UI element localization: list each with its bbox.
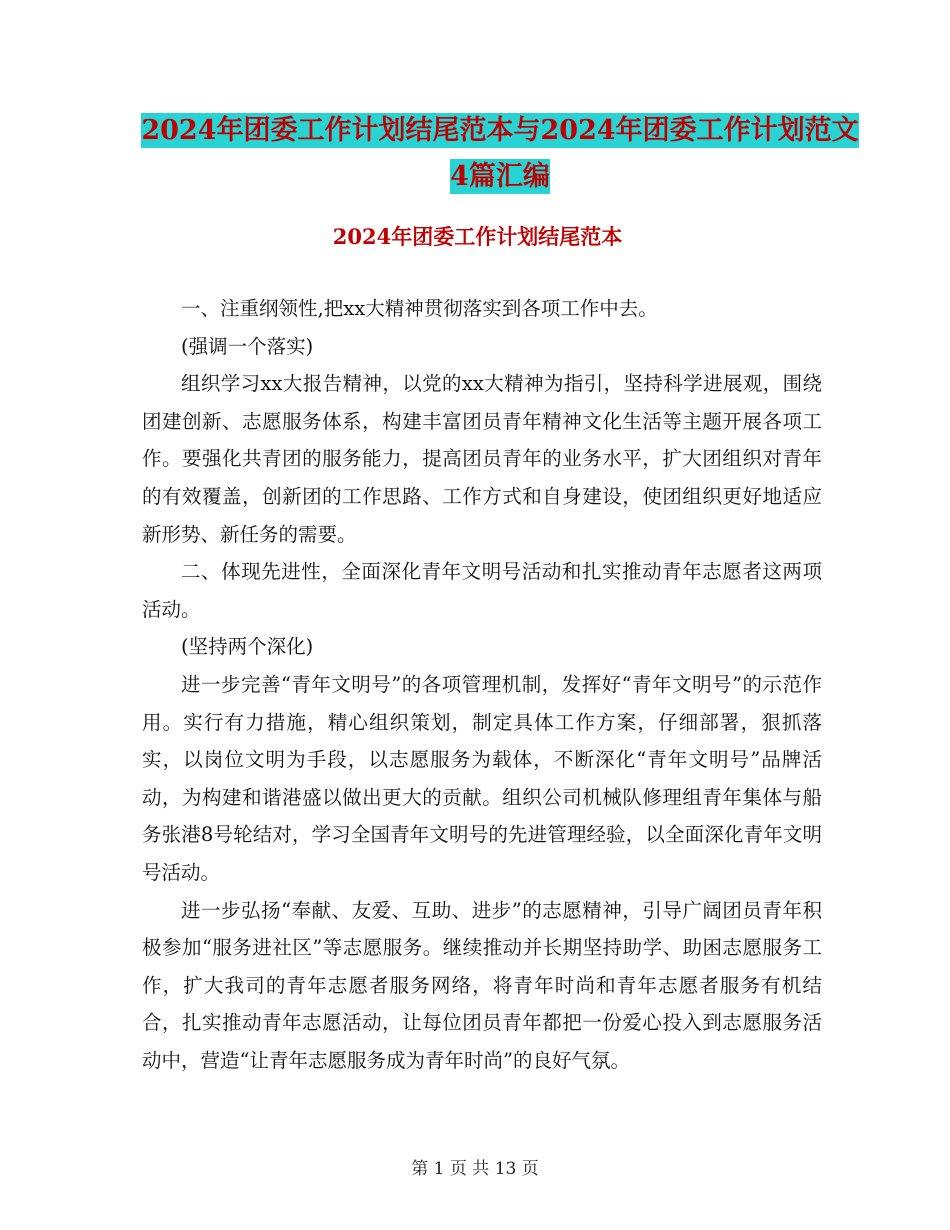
document-title bbox=[140, 108, 860, 200]
title-highlight: 2024年团委工作计划结尾范本与2024年团委工作计划范文4篇汇编 bbox=[141, 115, 859, 192]
paragraph-2: (强调一个落实) bbox=[181, 334, 314, 358]
paragraph-4: 二、体现先进性，全面深化青年文明号活动和扎实推动青年志愿者这两项活动。 bbox=[142, 560, 822, 621]
section-title: 2024年团委工作计划结尾范本 bbox=[332, 224, 623, 249]
paragraph-5: (坚持两个深化) bbox=[181, 635, 314, 659]
paragraph-7: 进一步弘扬“奉献、友爱、互助、进步”的志愿精神，引导广阔团员青年积极参加“服务进社区”等志愿服务。继续推动并长期坚持助学、助困志愿服务工作，扩大我司的青年志愿者服务网络，将青年时尚和青年志愿者服务有机结合，扎实推动青年志愿活动，让每位团员青年都把一份爱心投入到志愿服务活动中，营造“让青年志愿服务成为青年时尚”的良好气氛。 bbox=[142, 898, 822, 1072]
paragraph-3: 组织学习xx大报告精神，以党的xx大精神为指引，坚持科学进展观，围绕团建创新、志愿服务体系，构建丰富团员青年精神文化生活等主题开展各项工作。要强化共青团的服务能力，提高团员青年的业务水平，扩大团组织对青年的有效覆盖，创新团的工作思路、工作方式和自身建设，使团组织更好地适应新形势、新任务的需要。 bbox=[142, 372, 822, 546]
paragraph-1: 一、注重纲领性,把xx大精神贯彻落实到各项工作中去。 bbox=[181, 297, 658, 320]
document-body bbox=[142, 290, 822, 1079]
page-number-footer: 第 1 页 共 13 页 bbox=[411, 1159, 539, 1179]
paragraph-6: 进一步完善“青年文明号”的各项管理机制，发挥好“青年文明号”的示范作用。实行有力措施，精心组织策划，制定具体工作方案，仔细部署，狠抓落实，以岗位文明为手段，以志愿服务为载体，不断深化“青年文明号”品牌活动，为构建和谐港盛以做出更大的贡献。组织公司机械队修理组青年集体与船务张港8号轮结对，学习全国青年文明号的先进管理经验，以全面深化青年文明号活动。 bbox=[142, 672, 822, 884]
